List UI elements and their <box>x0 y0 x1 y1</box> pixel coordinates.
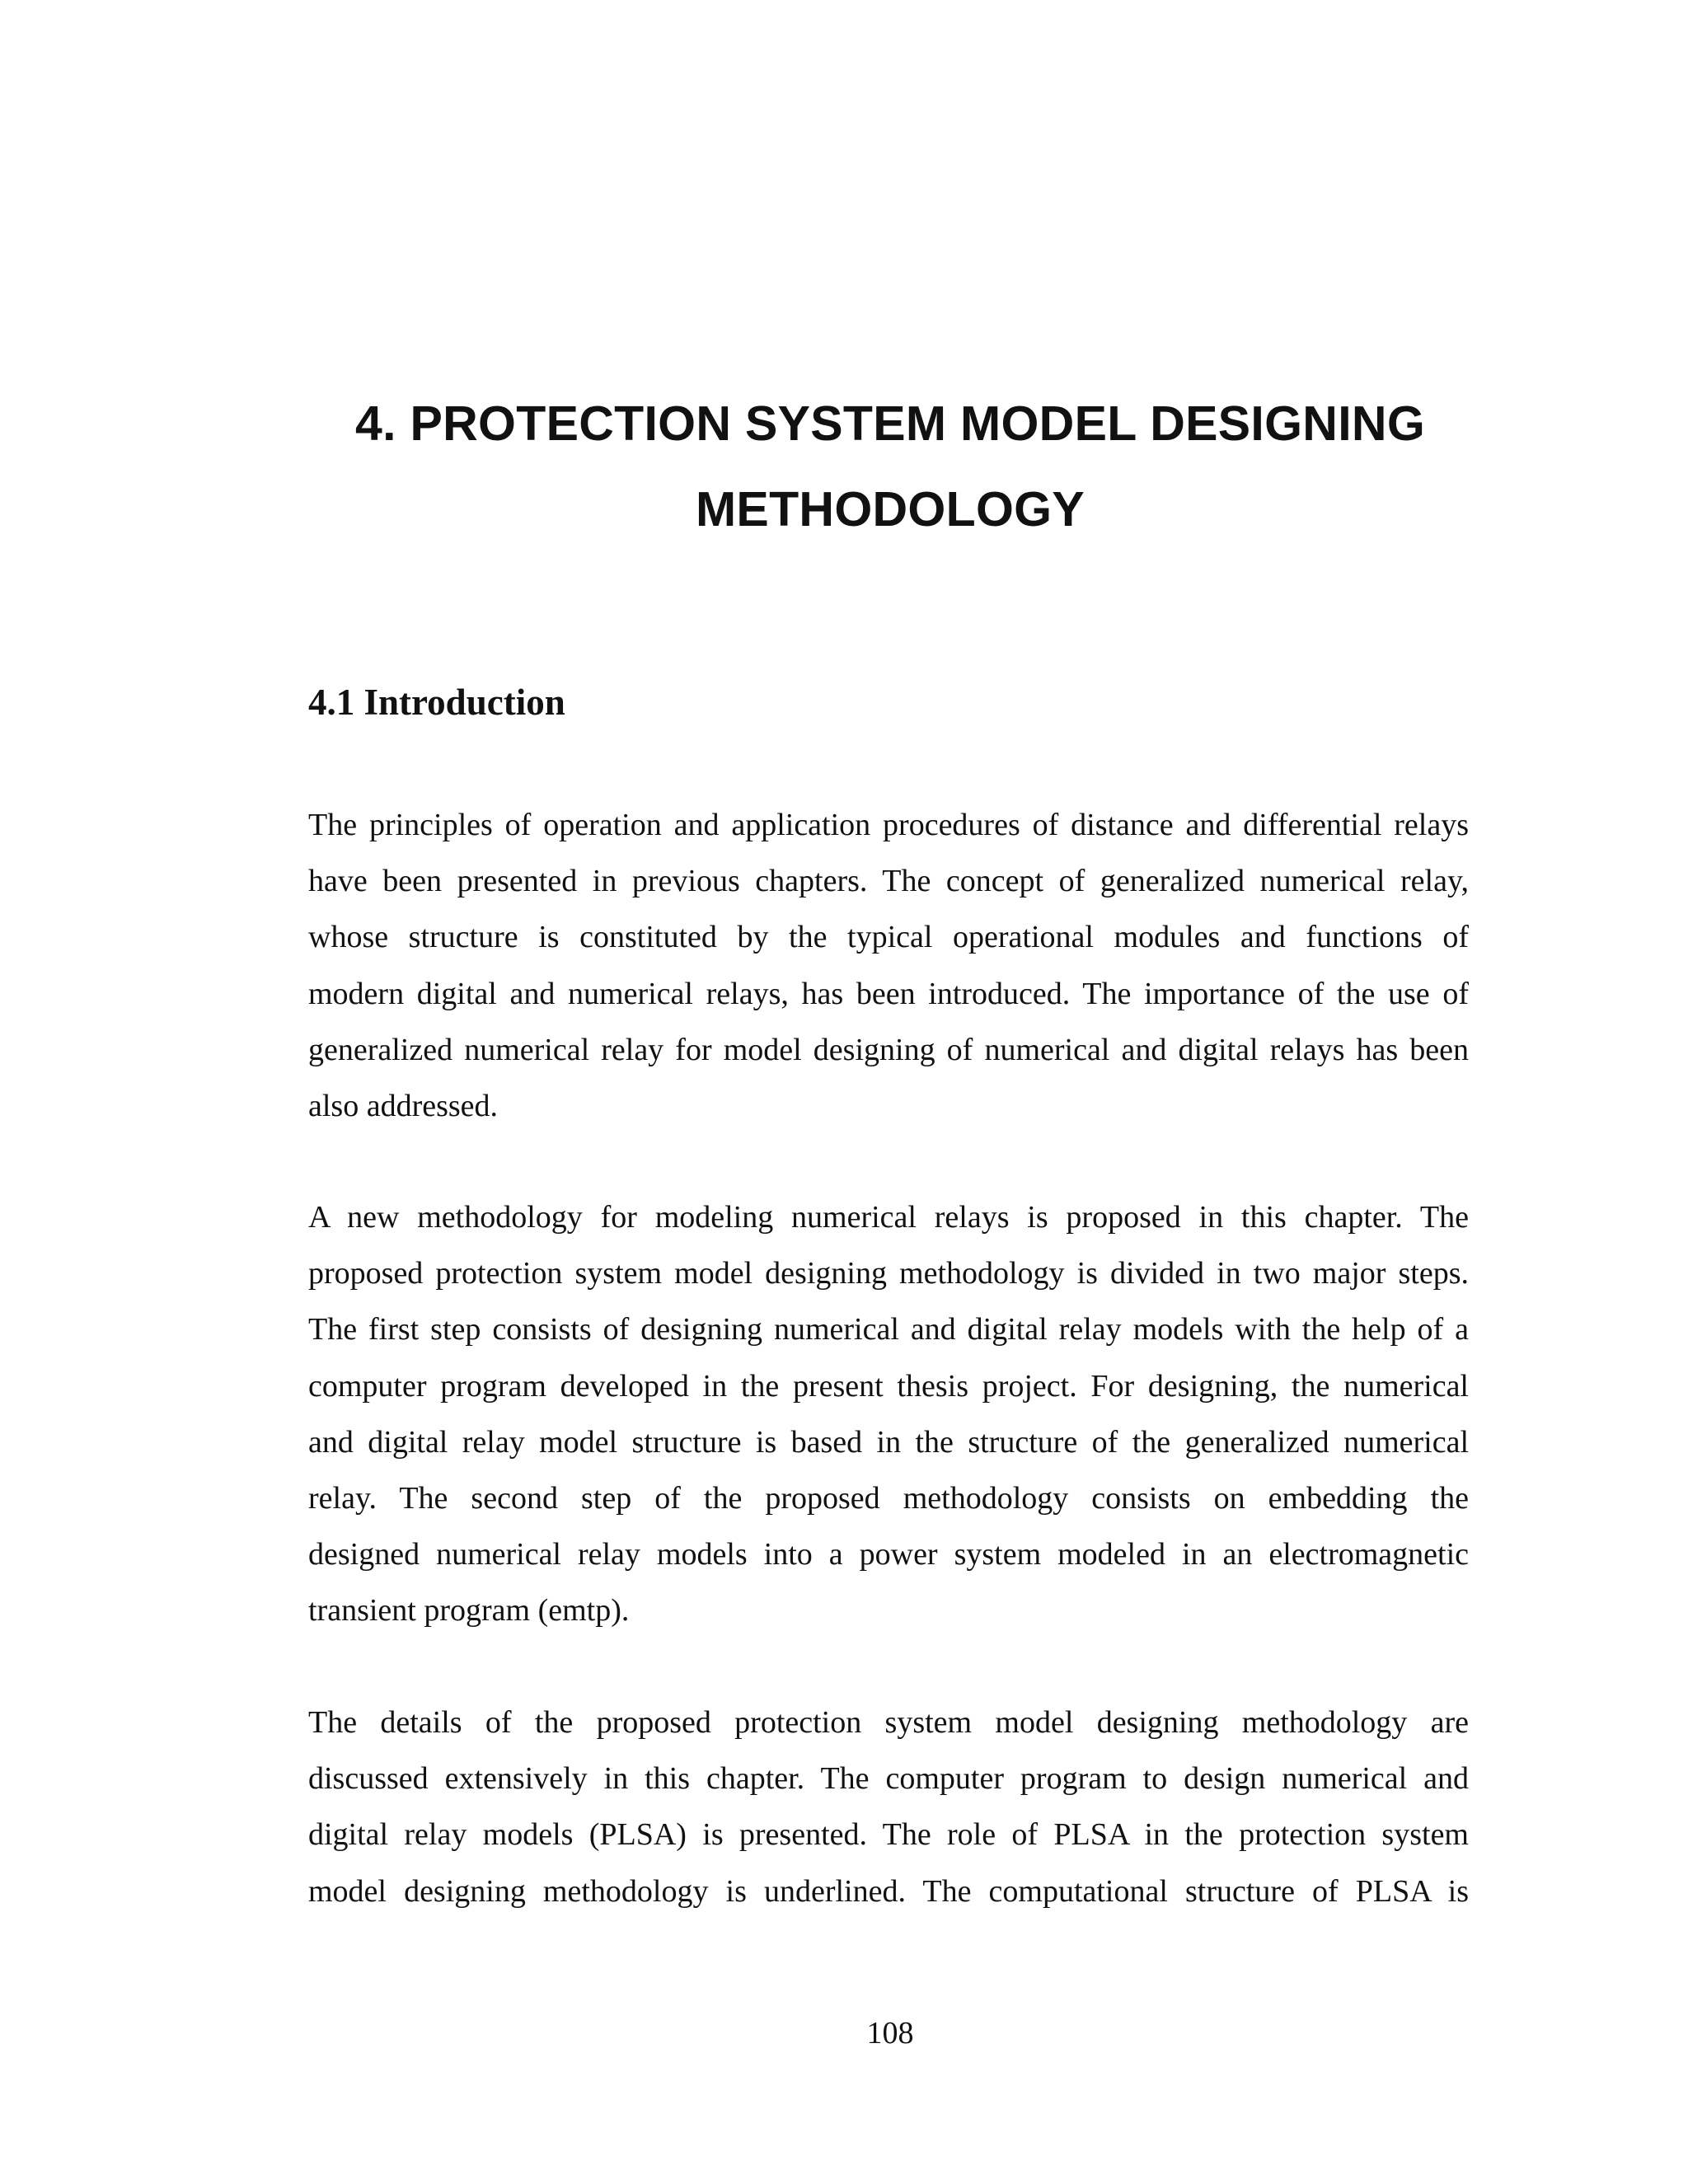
paragraph-line: and digital relay model structure is based in the structure of the generalized numerical <box>308 1424 1469 1460</box>
page-number: 108 <box>866 2016 914 2050</box>
chapter-title-line-2: METHODOLOGY <box>695 482 1085 537</box>
paragraph-line: The details of the proposed protection system model designing methodology are <box>308 1705 1469 1740</box>
paragraph-line: generalized numerical relay for model designing of numerical and digital relays has been <box>308 1032 1469 1067</box>
paragraph-line: model designing methodology is underlined. The computational structure of PLSA is <box>308 1873 1469 1909</box>
paragraph-2 <box>308 1189 1469 1639</box>
paragraph-line: The principles of operation and application procedures of distance and differential relays <box>308 808 1469 842</box>
paragraph-line: The first step consists of designing numerical and digital relay models with the help of a <box>308 1312 1469 1347</box>
paragraph-line: also addressed. <box>308 1089 499 1124</box>
chapter-title <box>280 381 1500 552</box>
paragraph-line: proposed protection system model designing methodology is divided in two major steps. <box>308 1256 1469 1291</box>
chapter-title-line-1: 4. PROTECTION SYSTEM MODEL DESIGNING <box>354 396 1426 451</box>
paragraph-line: A new methodology for modeling numerical relays is proposed in this chapter. The <box>308 1200 1469 1235</box>
paragraph-line: transient program (emtp). <box>308 1593 630 1629</box>
paragraph-3 <box>308 1694 1469 1919</box>
paragraph-line: digital relay models (PLSA) is presented. The role of PLSA in the protection system <box>308 1817 1469 1853</box>
paragraph-line: relay. The second step of the proposed methodology consists on embedding the <box>308 1481 1469 1516</box>
section-heading: 4.1 Introduction <box>308 682 565 723</box>
paragraph-line: have been presented in previous chapters. The concept of generalized numerical relay, <box>308 864 1469 899</box>
paragraph-line: computer program developed in the present thesis project. For designing, the numerical <box>308 1368 1469 1404</box>
paragraph-line: modern digital and numerical relays, has been introduced. The importance of the use of <box>308 976 1469 1011</box>
paragraph-line: whose structure is constituted by the typical operational modules and functions of <box>308 920 1469 955</box>
paragraph-line: designed numerical relay models into a power system modeled in an electromagnetic <box>308 1537 1469 1572</box>
paragraph-line: discussed extensively in this chapter. The computer program to design numerical and <box>308 1761 1469 1797</box>
paragraph-1 <box>308 797 1469 1134</box>
